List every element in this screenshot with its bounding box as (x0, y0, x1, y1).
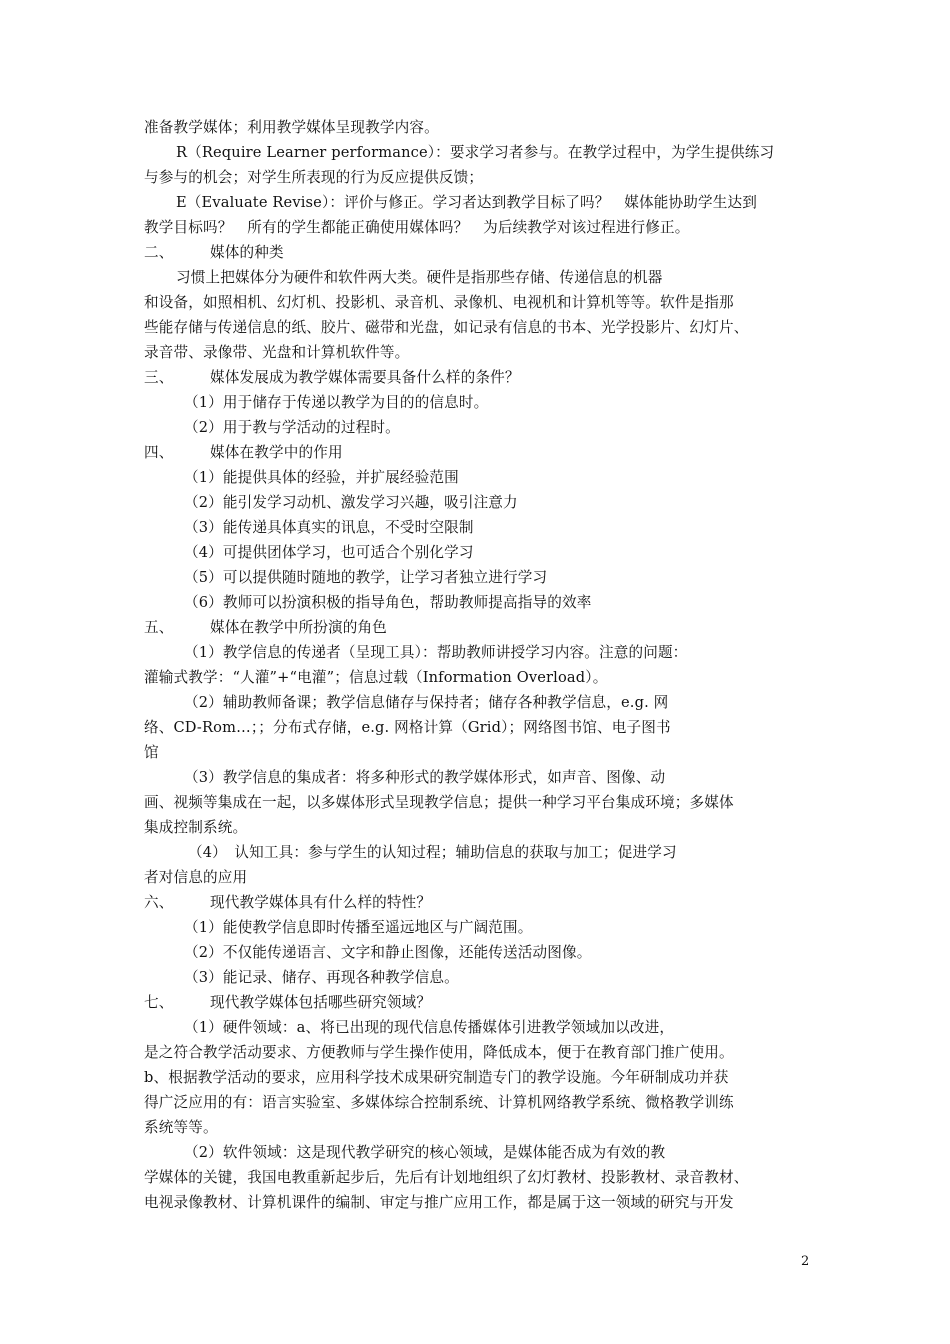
text-line: 录音带、录像带、光盘和计算机软件等。 (144, 344, 410, 361)
text-line: 馆 (144, 744, 159, 761)
text-line: 习惯上把媒体分为硬件和软件两大类。硬件是指那些存储、传递信息的机器 (176, 269, 663, 286)
text-line: 灌输式教学：“人灌”+“电灌”；信息过载（Information Overload）。 (144, 669, 608, 686)
section-heading (144, 618, 387, 638)
text-line: （5）可以提供随时随地的教学，让学习者独立进行学习 (184, 569, 548, 586)
text-line: （1）硬件领域：a、将已出现的现代信息传播媒体引进教学领域加以改进， (184, 1019, 675, 1036)
text-line: （1）能提供具体的经验，并扩展经验范围 (184, 469, 459, 486)
text-line: 是之符合教学活动要求、方便教师与学生操作使用，降低成本，便于在教育部门推广使用。 (144, 1044, 734, 1061)
text-line: b、根据教学活动的要求，应用科学技术成果研究制造专门的教学设施。今年研制成功并获 (144, 1069, 729, 1086)
text-line: 画、视频等集成在一起，以多媒体形式呈现教学信息；提供一种学习平台集成环境；多媒体 (144, 794, 734, 811)
section-number: 三、 (144, 369, 174, 386)
text-line: （1）教学信息的传递者（呈现工具）：帮助教师讲授学习内容。注意的问题： (184, 644, 688, 661)
text-line: 得广泛应用的有：语言实验室、多媒体综合控制系统、计算机网络教学系统、微格教学训练 (144, 1094, 734, 1111)
section-number: 五、 (144, 619, 174, 636)
section-number: 四、 (144, 444, 174, 461)
text-line: 和设备，如照相机、幻灯机、投影机、录音机、录像机、电视机和计算机等等。软件是指那 (144, 294, 734, 311)
section-heading (144, 368, 520, 388)
section-title: 现代教学媒体具有什么样的特性？ (210, 894, 432, 911)
section-heading (144, 893, 431, 913)
text-line: （4） 认知工具：参与学生的认知过程；辅助信息的获取与加工；促进学习 (188, 844, 677, 861)
text-line: （2）不仅能传递语言、文字和静止图像，还能传送活动图像。 (184, 944, 592, 961)
text-line: （2）辅助教师备课；教学信息储存与保持者；储存各种教学信息，e.g. 网 (184, 694, 669, 711)
section-heading (144, 443, 343, 463)
text-line: 准备教学媒体；利用教学媒体呈现教学内容。 (144, 119, 439, 136)
page-number: 2 (801, 1254, 810, 1269)
section-title: 媒体在教学中所扮演的角色 (210, 619, 387, 636)
text-line: （3）能记录、储存、再现各种教学信息。 (184, 969, 459, 986)
text-line: （4）可提供团体学习，也可适合个别化学习 (184, 544, 474, 561)
text-line: 教学目标吗？ 所有的学生都能正确使用媒体吗？ 为后续教学对该过程进行修正。 (144, 219, 690, 236)
text-line: R（Require Learner performance）：要求学习者参与。在教学过程中，为学生提供练习 (176, 144, 775, 161)
section-title: 媒体发展成为教学媒体需要具备什么样的条件？ (210, 369, 520, 386)
section-number: 六、 (144, 894, 174, 911)
text-line: E（Evaluate Revise）：评价与修正。学习者达到教学目标了吗？ 媒体能协助学生达到 (176, 194, 757, 211)
section-number: 七、 (144, 994, 174, 1011)
text-line: （6）教师可以扮演积极的指导角色，帮助教师提高指导的效率 (184, 594, 592, 611)
text-line: 些能存储与传递信息的纸、胶片、磁带和光盘，如记录有信息的书本、光学投影片、幻灯片、 (144, 319, 749, 336)
text-line: （1）用于储存于传递以教学为目的的信息时。 (184, 394, 489, 411)
section-number: 二、 (144, 244, 174, 261)
text-line: 系统等等。 (144, 1119, 218, 1136)
section-title: 现代教学媒体包括哪些研究领域？ (210, 994, 432, 1011)
text-line: 与参与的机会；对学生所表现的行为反应提供反馈； (144, 169, 484, 186)
text-line: 络、CD-Rom…；；分布式存储，e.g. 网格计算（Grid）；网络图书馆、电子图书 (144, 719, 671, 736)
text-line: 者对信息的应用 (144, 869, 248, 886)
text-line: （3）能传递具体真实的讯息，不受时空限制 (184, 519, 474, 536)
section-title: 媒体的种类 (210, 244, 284, 261)
text-line: 学媒体的关键，我国电教重新起步后，先后有计划地组织了幻灯教材、投影教材、录音教材、 (144, 1169, 749, 1186)
text-line: （2）用于教与学活动的过程时。 (184, 419, 400, 436)
text-line: （2）能引发学习动机、激发学习兴趣，吸引注意力 (184, 494, 518, 511)
section-title: 媒体在教学中的作用 (210, 444, 343, 461)
section-heading (144, 243, 284, 263)
text-line: （1）能使教学信息即时传播至遥远地区与广阔范围。 (184, 919, 533, 936)
text-line: （3）教学信息的集成者：将多种形式的教学媒体形式，如声音、图像、动 (184, 769, 666, 786)
text-line: 电视录像教材、计算机课件的编制、审定与推广应用工作，都是属于这一领域的研究与开发 (144, 1194, 734, 1211)
section-heading (144, 993, 431, 1013)
text-line: （2）软件领域：这是现代教学研究的核心领域，是媒体能否成为有效的教 (184, 1144, 666, 1161)
text-line: 集成控制系统。 (144, 819, 248, 836)
